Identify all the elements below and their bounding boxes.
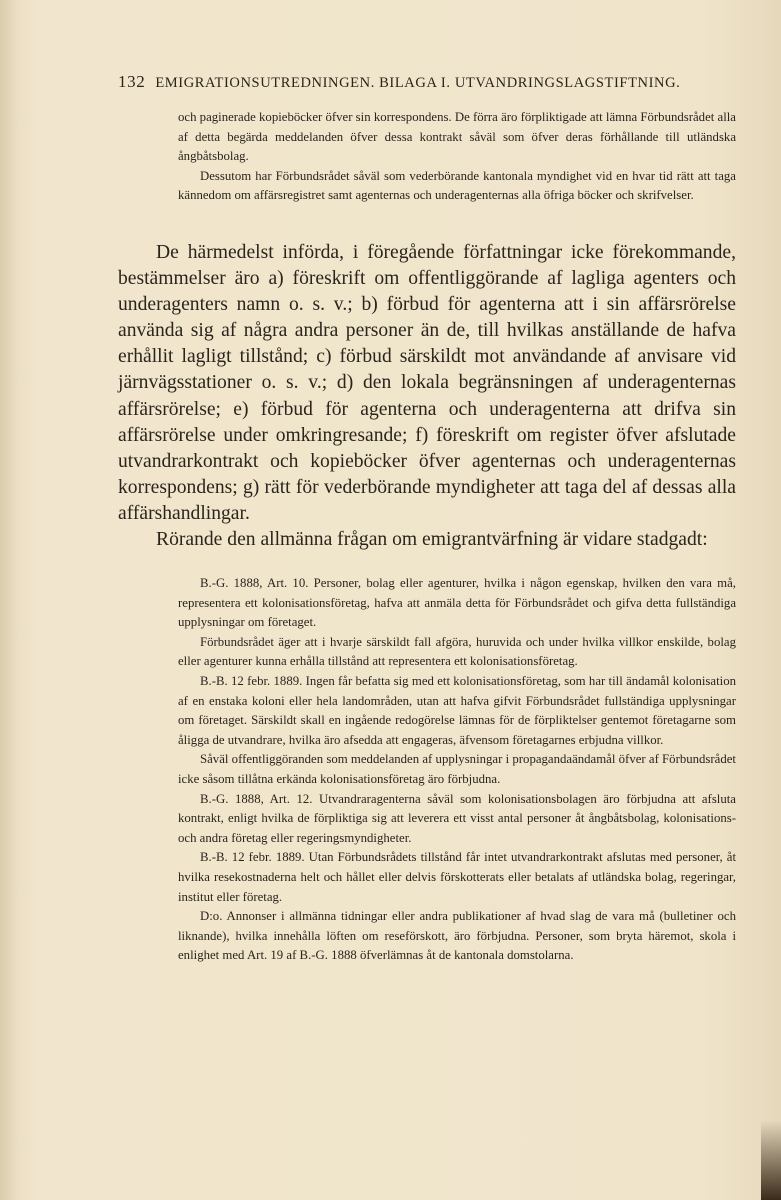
law-paragraph-7: D:o. Annonser i allmänna tidningar eller andra publikationer af hvad slag de vara må (bulletiner och liknande), hvilka innehålla löften om reseförskott, äro förbjudna. Personer, som bryta häremot, skola i enlighet med Art. 19 af B.-G. 1888 öfverlämnas åt de kantonala domstolarna. xyxy=(178,909,736,963)
law-paragraph-1: B.-G. 1888, Art. 10. Personer, bolag eller agenturer, hvilka i någon egenskap, hvilken den vara må, representera ett kolonisationsföretag, hafva att anmäla detta för Förbundsrådet och gifva detta fullständiga upplysningar om företaget. xyxy=(178,576,736,630)
running-title: EMIGRATIONSUTREDNINGEN. BILAGA I. UTVANDRINGSLAGSTIFTNING. xyxy=(155,75,681,91)
law-paragraph-3: B.-B. 12 febr. 1889. Ingen får befatta sig med ett kolonisationsföretag, som har till ändamål kolonisation af en enstaka koloni eller hela landområden, utan att hafva gifvit Förbundsrådet fullständiga upplysningar om företaget. Särskildt skall en ingående redogörelse lämnas för de förpliktelser gentemot företagarne som åligga de utvandrare, hvilka äro afsedda att engageras, äfvensom företagarnes erbjudna villkor. xyxy=(178,673,736,747)
law-paragraph-2: Förbundsrådet äger att i hvarje särskildt fall afgöra, huruvida och under hvilka villkor enskilde, bolag eller agenturer kunna erhålla tillstånd att representera ett kolonisationsföretag. xyxy=(178,634,736,669)
main-paragraph-2: Rörande den allmänna frågan om emigrantvärfning är vidare stadgadt: xyxy=(156,529,708,551)
law-paragraph-6: B.-B. 12 febr. 1889. Utan Förbundsrådets tillstånd får intet utvandrarkontrakt afslutas med personer, åt hvilka resekostnaderna helt och hållet eller delvis förskotterats eller betalats af utländska bolag, regeringar, institut eller företag. xyxy=(178,850,736,904)
top-small-block xyxy=(178,108,736,206)
running-header xyxy=(118,72,728,96)
top-paragraph-2: Dessutom har Förbundsrådet såväl som vederbörande kantonala myndighet vid en hvar tid rätt att taga kännedom om affärsregistret samt agenternas och underagenternas alla öfriga böcker och skrifvelser. xyxy=(178,168,736,203)
top-paragraph-1: och paginerade kopieböcker öfver sin korrespondens. De förra äro förpliktigade att lämna Förbundsrådet alla af detta begärda meddelanden öfver dessa kontrakt såväl som öfver deras förhållande till utländska ångbåtsbolag. xyxy=(178,110,736,164)
main-text-block xyxy=(118,240,736,553)
main-paragraph-1: De härmedelst införda, i föregående författningar icke förekommande, bestämmelser äro a) föreskrift om offentliggörande af lagliga agenters och underagenters namn o. s. v.; b) förbud för agenterna att i sin affärsrörelse använda sig af några andra personer än de, till hvilkas anställande de hafva erhållit lagligt tillstånd; c) förbud särskildt mot användande af anvisare vid järnvägsstationer o. s. v.; d) den lokala begränsningen af underagenternas affärsrörelse; e) förbud för agenterna och underagenterna att drifva sin affärsrörelse under omkringresande; f) föreskrift om register öfver afslutade utvandrarkontrakt och kopieböcker öfver agenternas och underagenternas korrespondens; g) rätt för vederbörande myndigheter att taga del af dessas alla affärshandlingar. xyxy=(118,242,736,524)
law-paragraph-4: Såväl offentliggöranden som meddelanden af upplysningar i propagandaändamål öfver af Förbundsrådet icke såsom tillåtna erkända kolonisationsföretag äro förbjudna. xyxy=(178,752,736,786)
page-number: 132 xyxy=(118,72,146,91)
page-edge-shadow xyxy=(761,1120,781,1200)
law-paragraph-5: B.-G. 1888, Art. 12. Utvandraragenterna såväl som kolonisationsbolagen äro förbjudna att afsluta kontrakt, enligt hvilka de förpliktiga sig att leverera ett visst antal personer åt ångbåtsbolag, kolonisations- och andra företag eller regeringsmyndigheter. xyxy=(178,791,736,845)
bottom-small-block xyxy=(178,574,736,966)
